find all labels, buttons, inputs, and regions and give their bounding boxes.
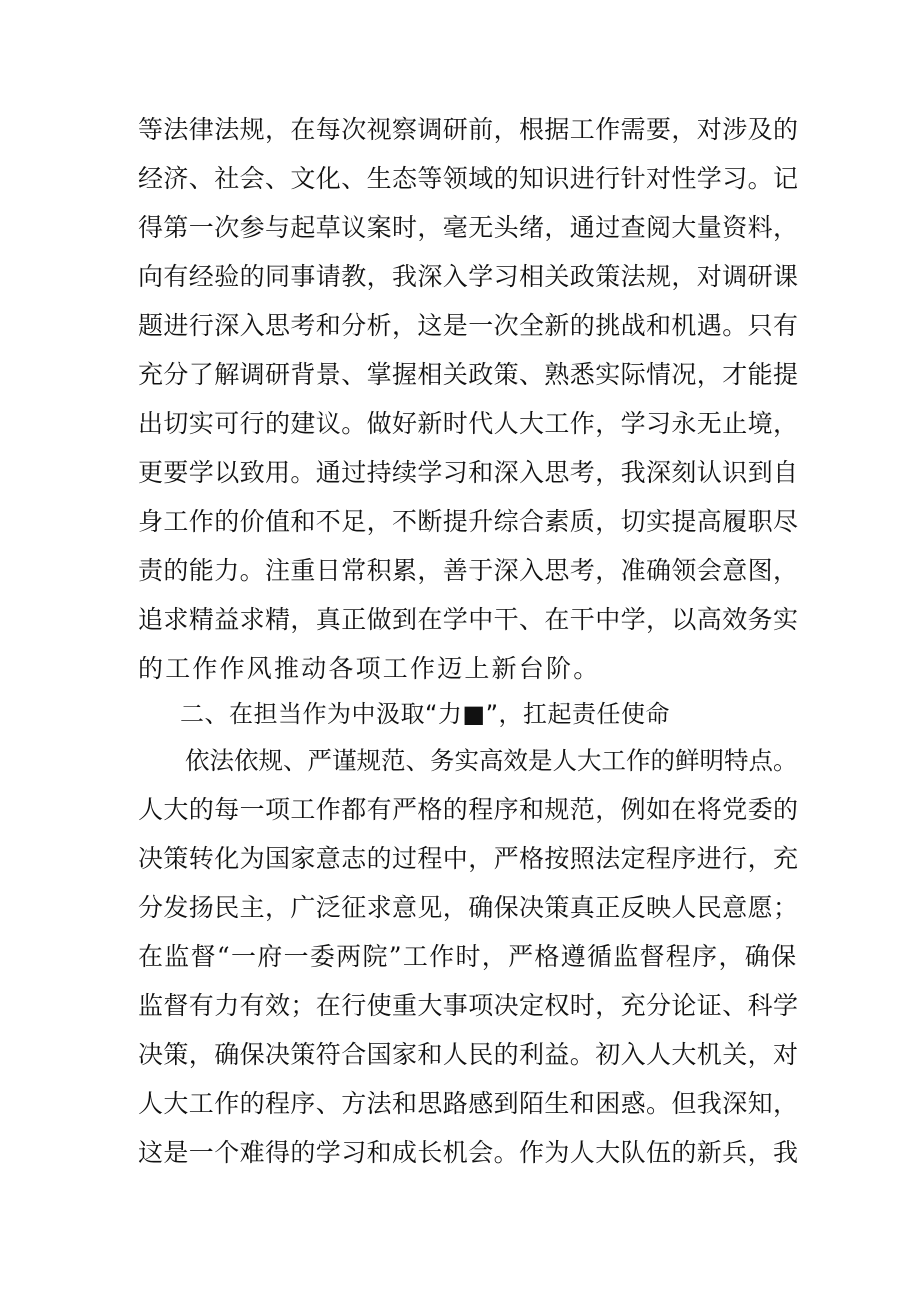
paragraph-1-line: 充分了解调研背景、掌握相关政策、熟悉实际情况，才能提 <box>138 360 799 389</box>
paragraph-2-line: 决策转化为国家意志的过程中，严格按照法定程序进行，充 <box>138 844 799 873</box>
paragraph-2-line: 分发扬民主，广泛征求意见，确保决策真正反映人民意愿； <box>138 893 799 922</box>
paragraph-2-line: 人大的每一项工作都有严格的程序和规范，例如在将党委的 <box>138 795 799 824</box>
paragraph-1-line: 追求精益求精，真正做到在学中干、在干中学，以高效务实 <box>138 605 799 634</box>
section-heading: 二、在担当作为中汲取“力■”，扛起责任使命 <box>180 700 671 728</box>
paragraph-2-line: 这是一个难得的学习和成长机会。作为人大队伍的新兵，我 <box>138 1138 799 1167</box>
paragraph-2-line: 依法依规、严谨规范、务实高效是人大工作的鲜明特点。 <box>185 746 798 775</box>
paragraph-1-line: 题进行深入思考和分析，这是一次全新的挑战和机遇。只有 <box>138 311 799 340</box>
paragraph-2-line: 决策，确保决策符合国家和人民的利益。初入人大机关，对 <box>138 1040 799 1069</box>
paragraph-1-line: 向有经验的同事请教，我深入学习相关政策法规，对调研课 <box>138 262 799 291</box>
paragraph-1-line: 得第一次参与起草议案时，毫无头绪，通过查阅大量资料， <box>138 213 799 242</box>
paragraph-2-line: 在监督“一府一委两院”工作时，严格遵循监督程序，确保 <box>138 942 798 971</box>
paragraph-2-line: 人大工作的程序、方法和思路感到陌生和困惑。但我深知， <box>138 1089 799 1118</box>
paragraph-1-line: 等法律法规，在每次视察调研前，根据工作需要，对涉及的 <box>138 115 799 144</box>
paragraph-1-line: 经济、社会、文化、生态等领域的知识进行针对性学习。记 <box>138 164 799 193</box>
paragraph-2-line: 监督有力有效；在行使重大事项决定权时，充分论证、科学 <box>138 991 799 1020</box>
paragraph-1-line: 责的能力。注重日常积累，善于深入思考，准确领会意图， <box>138 556 799 585</box>
paragraph-1-line: 的工作作风推动各项工作迈上新台阶。 <box>138 654 601 683</box>
paragraph-1-line: 更要学以致用。通过持续学习和深入思考，我深刻认识到自 <box>138 458 799 487</box>
paragraph-1-line: 出切实可行的建议。做好新时代人大工作，学习永无止境， <box>138 409 799 438</box>
paragraph-1-line: 身工作的价值和不足，不断提升综合素质，切实提高履职尽 <box>138 507 799 536</box>
